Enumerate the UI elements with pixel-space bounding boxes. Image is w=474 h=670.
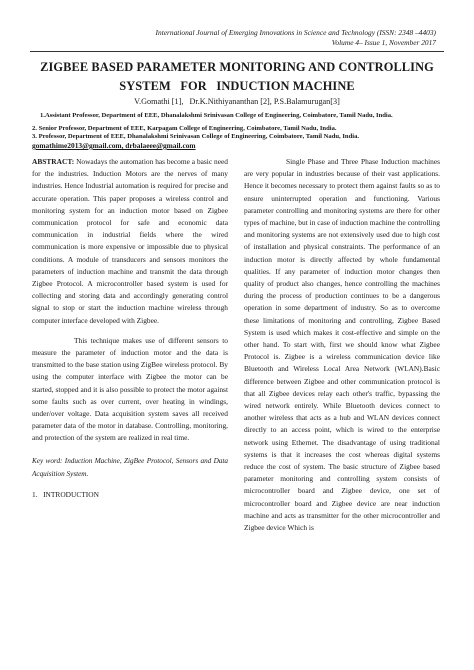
affiliation-2: 2. Senior Professor, Department of EEE, Karpagam College of Engineering, Coimbatore, Tamil Nadu, India. [32,125,337,132]
title-line-2: SYSTEM FOR INDUCTION MACHINE [119,79,355,93]
affiliation-3: 3. Professor, Department of EEE, Dhanalakshmi Srinivasan College of Engineering, Coimbatore, Tamil Nadu, India. [32,133,360,140]
title-line-1: ZIGBEE BASED PARAMETER MONITORING AND CONTROLLING [40,60,434,74]
right-column [244,156,440,534]
abstract [32,156,228,327]
journal-name: International Journal of Emerging Innovations in Science and Technology (ISSN: 2348 –4403) [155,28,436,37]
abstract-paragraph-2: This technique makes use of different sensors to measure the parameter of induction motor and the data is transmitted to the base station using ZigBee wireless protocol. By using the computer interface with Zigbee the motor can be started, stopped and it is also possible to protect the motor against some faults such as over current, over heating in windings, under/over voltage. Data acquisition system saves all received parameter data of the motor in database. Controlling, monitoring, and protection of the system are realized in real time. [32,335,228,443]
author-list: V.Gomathi [1], Dr.K.Nithiyananthan [2], P.S.Balamurugan[3] [134,97,340,106]
section-heading-introduction: 1. INTRODUCTION [32,489,99,499]
author-emails[interactable]: gomathime2013@gmail.com, drbalaeee@gmail.com [32,141,196,150]
abstract-text: Nowadays the automation has become a basic need for the industries. Induction Motors are the nerves of many industries. Hence Industrial automation is required for precise and accurate operation. This paper proposes a wireless control and monitoring system for an induction motor based on Zigbee communication protocol for safe and economic data communication in industrial fields where the wired communication is more expensive or impossible due to physical conditions. A module of transducers and sensors monitors the parameters of induction machine and transmit the data through Zigbee Protocol. A microcontroller based system is used for collecting and storing data and accordingly generating control signal to stop or start the induction machine wireless through computer interface developed with Zigbee. [32,157,228,325]
keywords: Key word: Induction Machine, ZigBee Protocol, Sensors and Data Acquisition System. [32,456,228,478]
journal-volume: Volume 4– Issue 1, November 2017 [331,38,436,47]
affiliation-1: 1.Assistant Professor, Department of EEE, Dhanalakshmi Srinivasan College of Engineering, Coimbatore, Tamil Nadu, India. [40,112,393,119]
paper-title [20,58,454,96]
header-divider [30,51,444,52]
journal-header [76,28,436,48]
left-column [32,156,228,501]
introduction-text: Single Phase and Three Phase Induction machines are very popular in industries because of their vast applications. Hence it becomes necessary to protect them against faults so as to ensure uninterrupted operation and functioning. Various parameter controlling and monitoring systems are there for other types of machine, but in case of induction machine the controlling and monitoring systems are not extensively used due to high cost of installation and physical constraints. The performance of an induction motor is directly affected by whole fundamental qualities. If any parameter of induction motor changes then quality of product also changes, hence controlling the machines during the process of production continues to be a dangerous operation in some department of industry. So as to overcome these limitations of monitoring and controlling, Zigbee Based System is used which makes it cost-effective and simple on the other hand. To start with, first we should know what Zigbee Protocol is. Zigbee is a wireless communication device like Bluetooth and Wireless Local Area Network (WLAN).Basic difference between Zigbee and other communication protocol is that all Zigbee devices relay each other's traffic, bypassing the wired network entirely. While Bluetooth devices connect to another wireless that acts as a hub and WLAN devices connect directly to an access point, which is wired to the enterprise network using Ethernet. The disadvantage of using traditional systems is that it increases the cost whereas digital systems reduce the cost of system. The basic structure of Zigbee based parameter monitoring and controlling system consists of microcontroller board and Zigbee device, one set of microcontroller board and Zigbee device are near induction machine and acts as transmitter for the other microcontroller and Zigbee device Which is [244,157,440,533]
abstract-label: ABSTRACT: [32,157,75,166]
